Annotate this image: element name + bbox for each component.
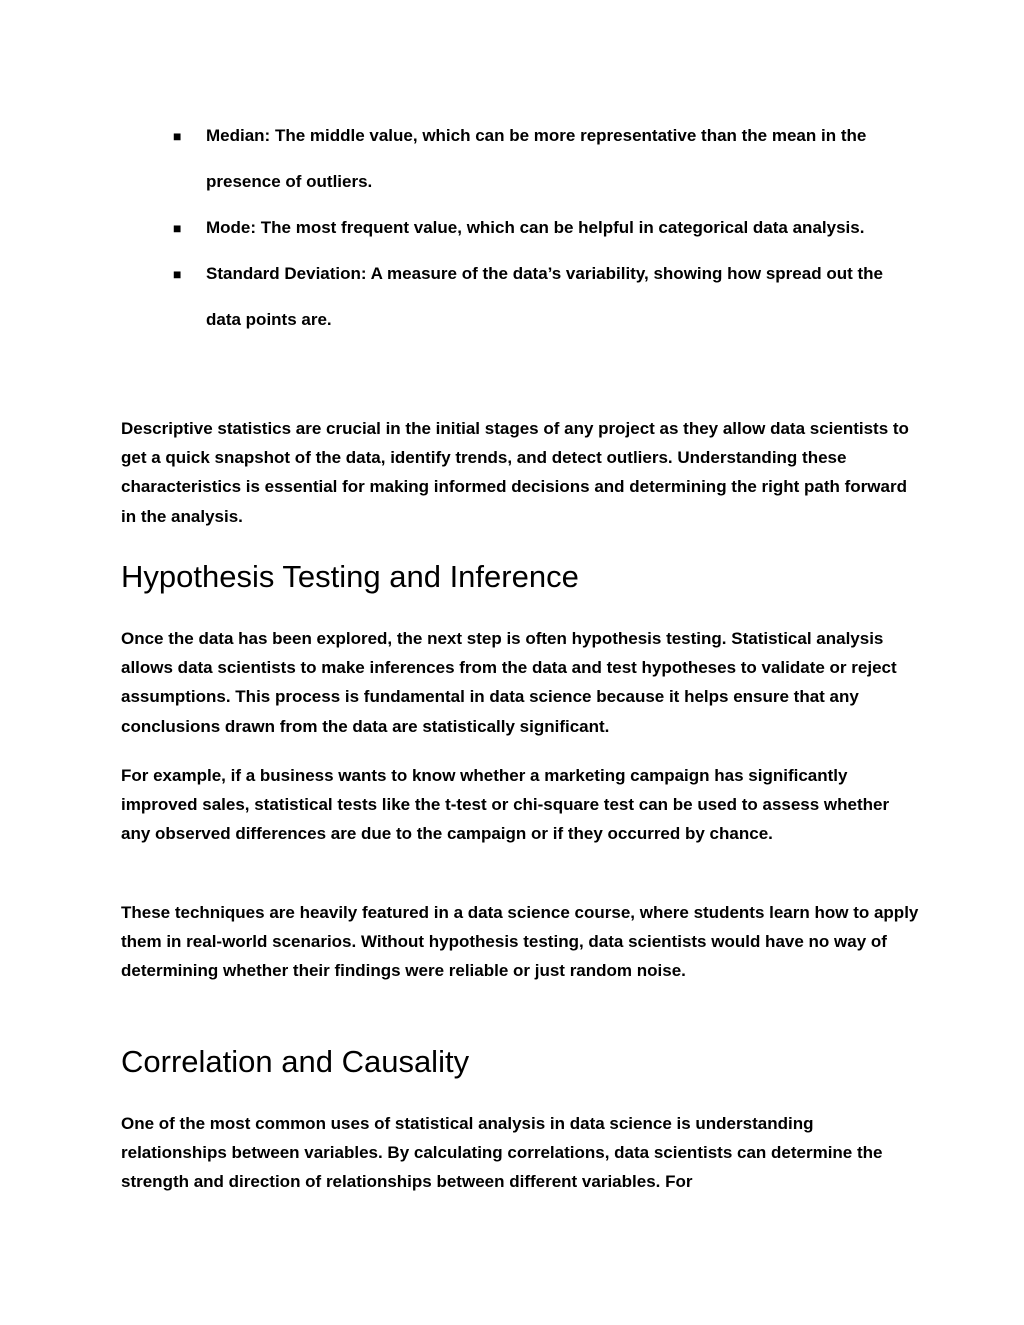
- paragraph-hypothesis-course: These techniques are heavily featured in a data science course, where students learn how to apply them in real-world scenarios. Without hypothesis testing, data scientists would have no way of determining whether their findings were reliable or just random noise.: [121, 903, 919, 981]
- heading-correlation: Correlation and Causality: [121, 1044, 470, 1079]
- bullet-mode-text: Mode: The most frequent value, which can be helpful in categorical data analysis.: [206, 218, 865, 237]
- list-item: [173, 113, 913, 205]
- paragraph-hypothesis-example: For example, if a business wants to know whether a marketing campaign has significantly improved sales, statistical tests like the t-test or chi-square test can be used to assess whether any observed differences are due to the campaign or if they occurred by chance.: [121, 766, 890, 844]
- paragraph-hypothesis-intro: Once the data has been explored, the next step is often hypothesis testing. Statistical analysis allows data scientists to make inferences from the data and test hypotheses to validate or reject assumptions. This process is fundamental in data science because it helps ensure that any conclusions drawn from the data are statistically significant.: [121, 629, 897, 736]
- heading-hypothesis: Hypothesis Testing and Inference: [121, 559, 579, 594]
- square-bullet-icon: ■: [173, 128, 182, 144]
- statistics-bullet-list: [173, 113, 913, 343]
- square-bullet-icon: ■: [173, 266, 182, 282]
- list-item: [173, 205, 913, 251]
- paragraph-correlation-intro: One of the most common uses of statistical analysis in data science is understanding relationships between variables. By calculating correlations, data scientists can determine the strength and direction of relationships between different variables. For: [121, 1114, 883, 1192]
- bullet-standard-deviation-text: Standard Deviation: A measure of the data’s variability, showing how spread out the data points are.: [206, 264, 883, 329]
- bullet-median-text: Median: The middle value, which can be more representative than the mean in the presence of outliers.: [206, 126, 867, 191]
- square-bullet-icon: ■: [173, 220, 182, 236]
- paragraph-descriptive: Descriptive statistics are crucial in the initial stages of any project as they allow data scientists to get a quick snapshot of the data, identify trends, and detect outliers. Understanding these characteristics is essential for making informed decisions and determining the right path forward in the analysis.: [121, 419, 909, 526]
- list-item: [173, 251, 913, 343]
